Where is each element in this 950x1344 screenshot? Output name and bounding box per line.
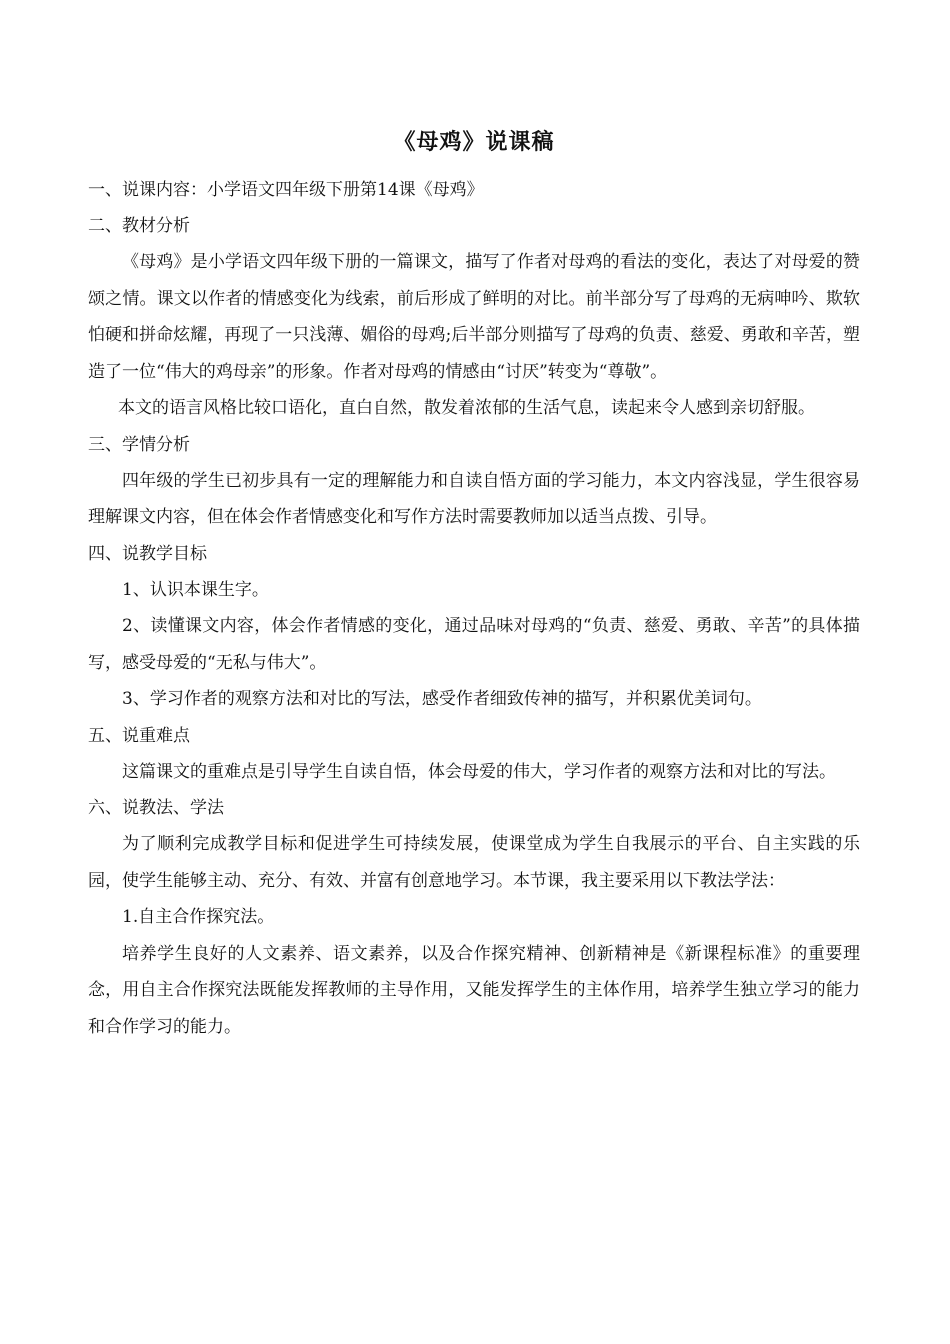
goal-item-3: 3、学习作者的观察方法和对比的写法，感受作者细致传神的描写，并积累优美词句。 <box>122 689 762 709</box>
method-item-1: 1.自主合作探究法。 <box>122 907 275 927</box>
paragraph-textbook-analysis-1: 《母鸡》是小学语文四年级下册的一篇课文，描写了作者对母鸡的看法的变化，表达了对母爱的赞颂之情。课文以作者的情感变化为线索，前后形成了鲜明的对比。前半部分写了母鸡的无病呻吟、欺软怕硬和拼命炫耀，再现了一只浅薄、媚俗的母鸡;后半部分则描写了母鸡的负责、慈爱、勇敢和辛苦，塑造了一位“伟大的鸡母亲”的形象。作者对母鸡的情感由“讨厌”转变为“尊敬”。 <box>88 252 860 382</box>
paragraph-method-description: 培养学生良好的人文素养、语文素养，以及合作探究精神、创新精神是《新课程标准》的重要理念，用自主合作探究法既能发挥教师的主导作用，又能发挥学生的主体作用，培养学生独立学习的能力和合作学习的能力。 <box>88 943 860 1037</box>
section-heading-textbook-analysis: 二、教材分析 <box>88 216 190 236</box>
section-heading-methods: 六、说教法、学法 <box>88 798 224 818</box>
section-heading-key-points: 五、说重难点 <box>88 725 190 746</box>
paragraph-student-analysis: 四年级的学生已初步具有一定的理解能力和自读自悟方面的学习能力，本文内容浅显，学生很容易理解课文内容，但在体会作者情感变化和写作方法时需要教师加以适当点拨、引导。 <box>88 470 860 527</box>
goal-item-1: 1、认识本课生字。 <box>122 579 269 600</box>
section-heading-teaching-goals: 四、说教学目标 <box>88 543 207 564</box>
section-heading-content: 一、说课内容：小学语文四年级下册第14课《母鸡》 <box>88 180 484 200</box>
document-title: 《母鸡》说课稿 <box>393 129 555 155</box>
goal-item-2: 2、读懂课文内容，体会作者情感的变化，通过品味对母鸡的“负责、慈爱、勇敢、辛苦”的具体描写，感受母爱的“无私与伟大”。 <box>88 616 860 673</box>
paragraph-key-points: 这篇课文的重难点是引导学生自读自悟，体会母爱的伟大，学习作者的观察方法和对比的写法。 <box>122 761 836 782</box>
paragraph-methods-intro: 为了顺利完成教学目标和促进学生可持续发展，使课堂成为学生自我展示的平台、自主实践的乐园，使学生能够主动、充分、有效、并富有创意地学习。本节课，我主要采用以下教法学法： <box>88 834 860 891</box>
paragraph-textbook-analysis-2: 本文的语言风格比较口语化，直白自然，散发着浓郁的生活气息，读起来令人感到亲切舒服。 <box>118 398 815 418</box>
document-page <box>88 118 860 1045</box>
section-heading-student-analysis: 三、学情分析 <box>88 434 190 455</box>
